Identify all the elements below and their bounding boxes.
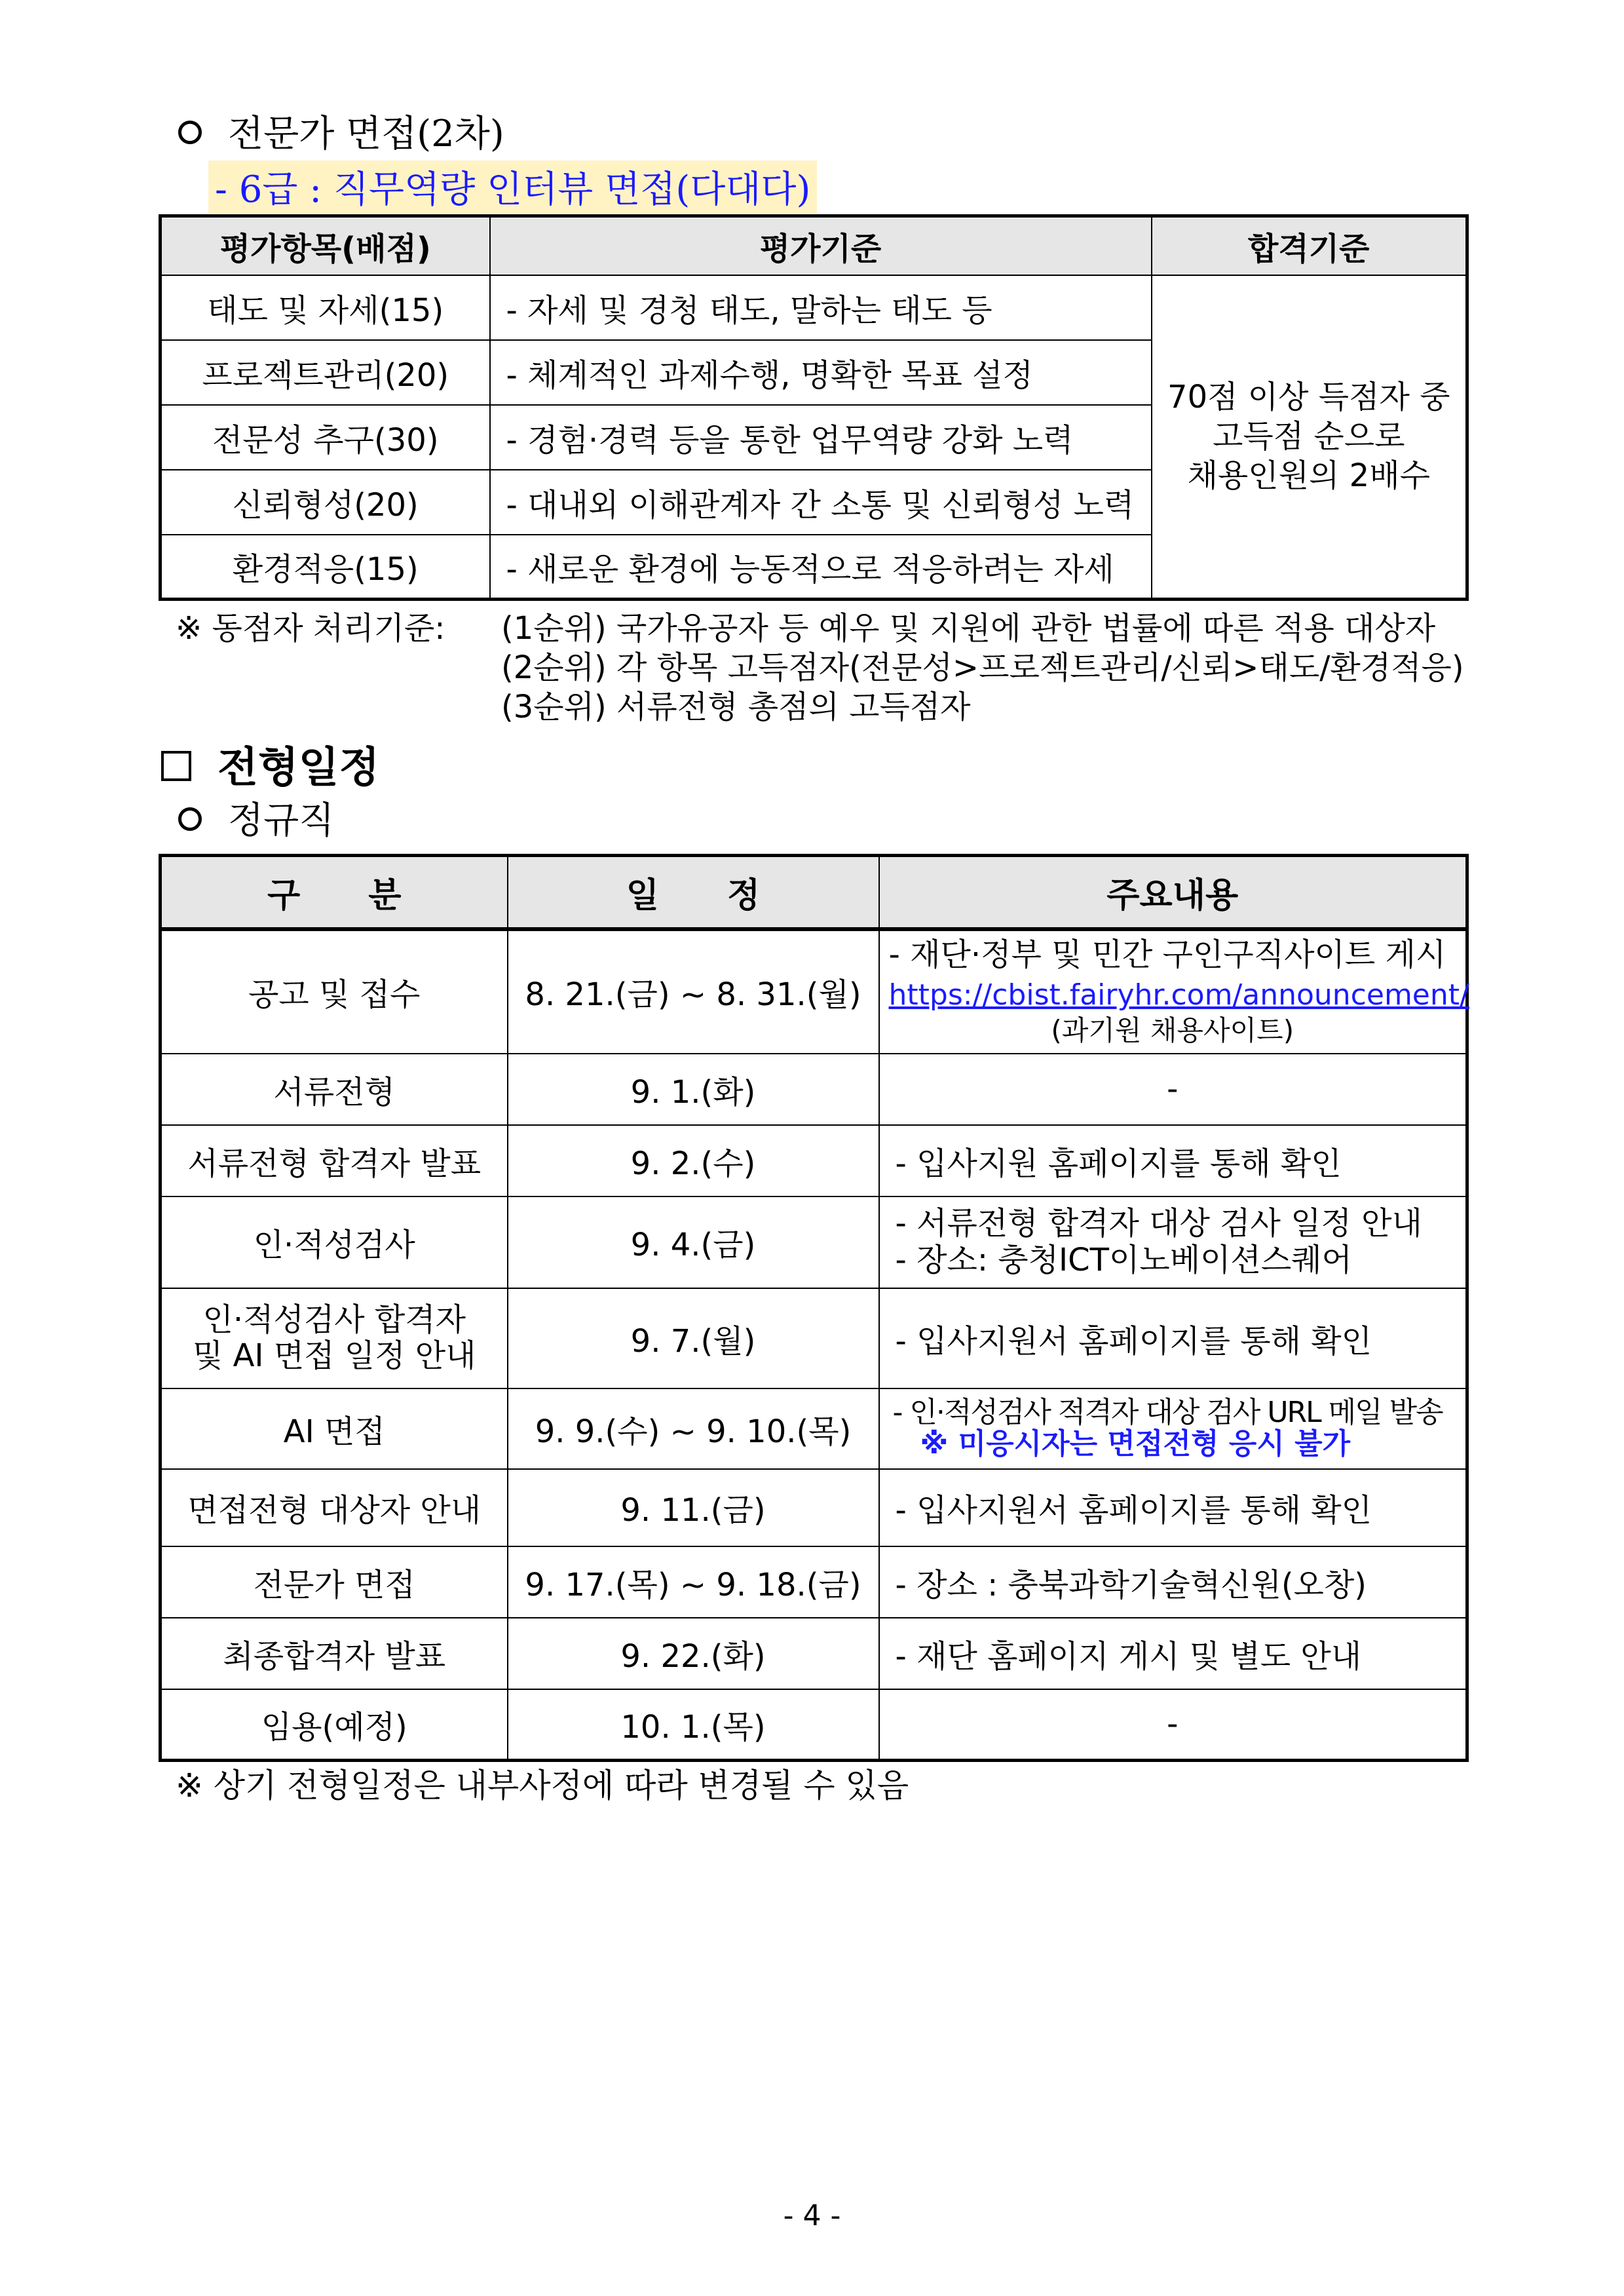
schedule-category: AI 면접 (161, 1388, 508, 1469)
schedule-content: - 입사지원서 홈페이지를 통해 확인 (879, 1288, 1467, 1388)
table-row (161, 1546, 1467, 1618)
schedule-date: 9. 17.(목) ~ 9. 18.(금) (508, 1546, 879, 1618)
schedule-content: - 장소 : 충북과학기술혁신원(오창) (879, 1546, 1467, 1618)
schedule-category: 임용(예정) (161, 1689, 508, 1761)
eval-item: 환경적응(15) (161, 535, 490, 600)
schedule-content: - (879, 1054, 1467, 1125)
schedule-category: 면접전형 대상자 안내 (161, 1469, 508, 1546)
schedule-date: 8. 21.(금) ~ 8. 31.(월) (508, 929, 879, 1054)
schedule-date: 9. 4.(금) (508, 1196, 879, 1288)
announcement-link[interactable]: https://cbist.fairyhr.com/announcement/ (888, 978, 1469, 1012)
eval-item: 신뢰형성(20) (161, 470, 490, 535)
schedule-date: 9. 9.(수) ~ 9. 10.(목) (508, 1388, 879, 1469)
schedule-content: - 입사지원 홈페이지를 통해 확인 (879, 1125, 1467, 1196)
schedule-date: 9. 11.(금) (508, 1469, 879, 1546)
schedule-date: 10. 1.(목) (508, 1689, 879, 1761)
header-cell: 평가기준 (490, 216, 1152, 275)
schedule-category: 서류전형 (161, 1054, 508, 1125)
table-row (161, 275, 1467, 340)
eval-item: 전문성 추구(30) (161, 405, 490, 470)
highlighted-subheading: - 6급 : 직무역량 인터뷰 면접(다대다) (208, 161, 817, 213)
schedule-category: 인·적성검사 (161, 1196, 508, 1288)
schedule-category: 전문가 면접 (161, 1546, 508, 1618)
schedule-category: 최종합격자 발표 (161, 1618, 508, 1689)
evaluation-table (159, 214, 1469, 601)
eval-criteria: - 체계적인 과제수행, 명확한 목표 설정 (490, 340, 1152, 405)
header-cell: 일 정 (508, 856, 879, 929)
table-header-row (161, 216, 1467, 275)
page-number: - 4 - (783, 2199, 841, 2232)
eval-criteria: - 자세 및 경청 태도, 말하는 태도 등 (490, 275, 1152, 340)
schedule-content: - 인·적성검사 적격자 대상 검사 URL 메일 발송 ※ 미응시자는 면접전형 응시 불가 (879, 1388, 1467, 1469)
eval-criteria: - 대내외 이해관계자 간 소통 및 신뢰형성 노력 (490, 470, 1152, 535)
warning-note: ※ 미응시자는 면접전형 응시 불가 (920, 1427, 1351, 1461)
schedule-date: 9. 2.(수) (508, 1125, 879, 1196)
header-cell: 평가항목(배점) (161, 216, 490, 275)
schedule-date: 9. 22.(화) (508, 1618, 879, 1689)
table-row (161, 1388, 1467, 1469)
table-row (161, 1618, 1467, 1689)
eval-item: 태도 및 자세(15) (161, 275, 490, 340)
table-row (161, 1054, 1467, 1125)
schedule-content: - 서류전형 합격자 대상 검사 일정 안내 - 장소: 충청ICT이노베이션스퀘어 (879, 1196, 1467, 1288)
table-row (161, 1469, 1467, 1546)
eval-criteria: - 경험·경력 등을 통한 업무역량 강화 노력 (490, 405, 1152, 470)
header-cell: 주요내용 (879, 856, 1467, 929)
schedule-footnote: ※ 상기 전형일정은 내부사정에 따라 변경될 수 있음 (176, 1767, 909, 1805)
subheading-regular: 정규직 (178, 803, 334, 839)
header-cell: 구 분 (161, 856, 508, 929)
schedule-category: 인·적성검사 합격자 및 AI 면접 일정 안내 (161, 1288, 508, 1388)
section-heading-schedule: 전형일정 (161, 747, 379, 789)
eval-criteria: - 새로운 환경에 능동적으로 적응하려는 자세 (490, 535, 1152, 600)
pass-criteria: 70점 이상 득점자 중 고득점 순으로 채용인원의 2배수 (1152, 275, 1467, 600)
table-row (161, 1689, 1467, 1761)
tiebreak-rule: (1순위) 국가유공자 등 예우 및 지원에 관한 법률에 따른 적용 대상자 (501, 610, 1436, 647)
circle-bullet-icon (178, 121, 202, 144)
schedule-content: - 재단·정부 및 민간 구인구직사이트 게시 https://cbist.fairyhr.com/announcement/ (과기원 채용사이트) (879, 929, 1467, 1054)
circle-bullet-icon (178, 807, 202, 831)
schedule-date: 9. 1.(화) (508, 1054, 879, 1125)
square-bullet-icon (161, 751, 191, 781)
tiebreak-rule: (3순위) 서류전형 총점의 고득점자 (501, 689, 971, 725)
schedule-category: 공고 및 접수 (161, 929, 508, 1054)
schedule-category: 서류전형 합격자 발표 (161, 1125, 508, 1196)
schedule-date: 9. 7.(월) (508, 1288, 879, 1388)
schedule-content: - 재단 홈페이지 게시 및 별도 안내 (879, 1618, 1467, 1689)
tiebreak-label: ※ 동점자 처리기준: (176, 610, 445, 647)
eval-item: 프로젝트관리(20) (161, 340, 490, 405)
table-row (161, 929, 1467, 1054)
schedule-content: - (879, 1689, 1467, 1761)
table-header-row (161, 856, 1467, 929)
tiebreak-rule: (2순위) 각 항목 고득점자(전문성>프로젝트관리/신뢰>태도/환경적응) (501, 649, 1464, 686)
schedule-table (159, 854, 1469, 1762)
table-row (161, 1196, 1467, 1288)
table-row (161, 1125, 1467, 1196)
schedule-content: - 입사지원서 홈페이지를 통해 확인 (879, 1469, 1467, 1546)
header-cell: 합격기준 (1152, 216, 1467, 275)
table-row (161, 1288, 1467, 1388)
section-heading-interview: 전문가 면접(2차) (178, 116, 504, 153)
